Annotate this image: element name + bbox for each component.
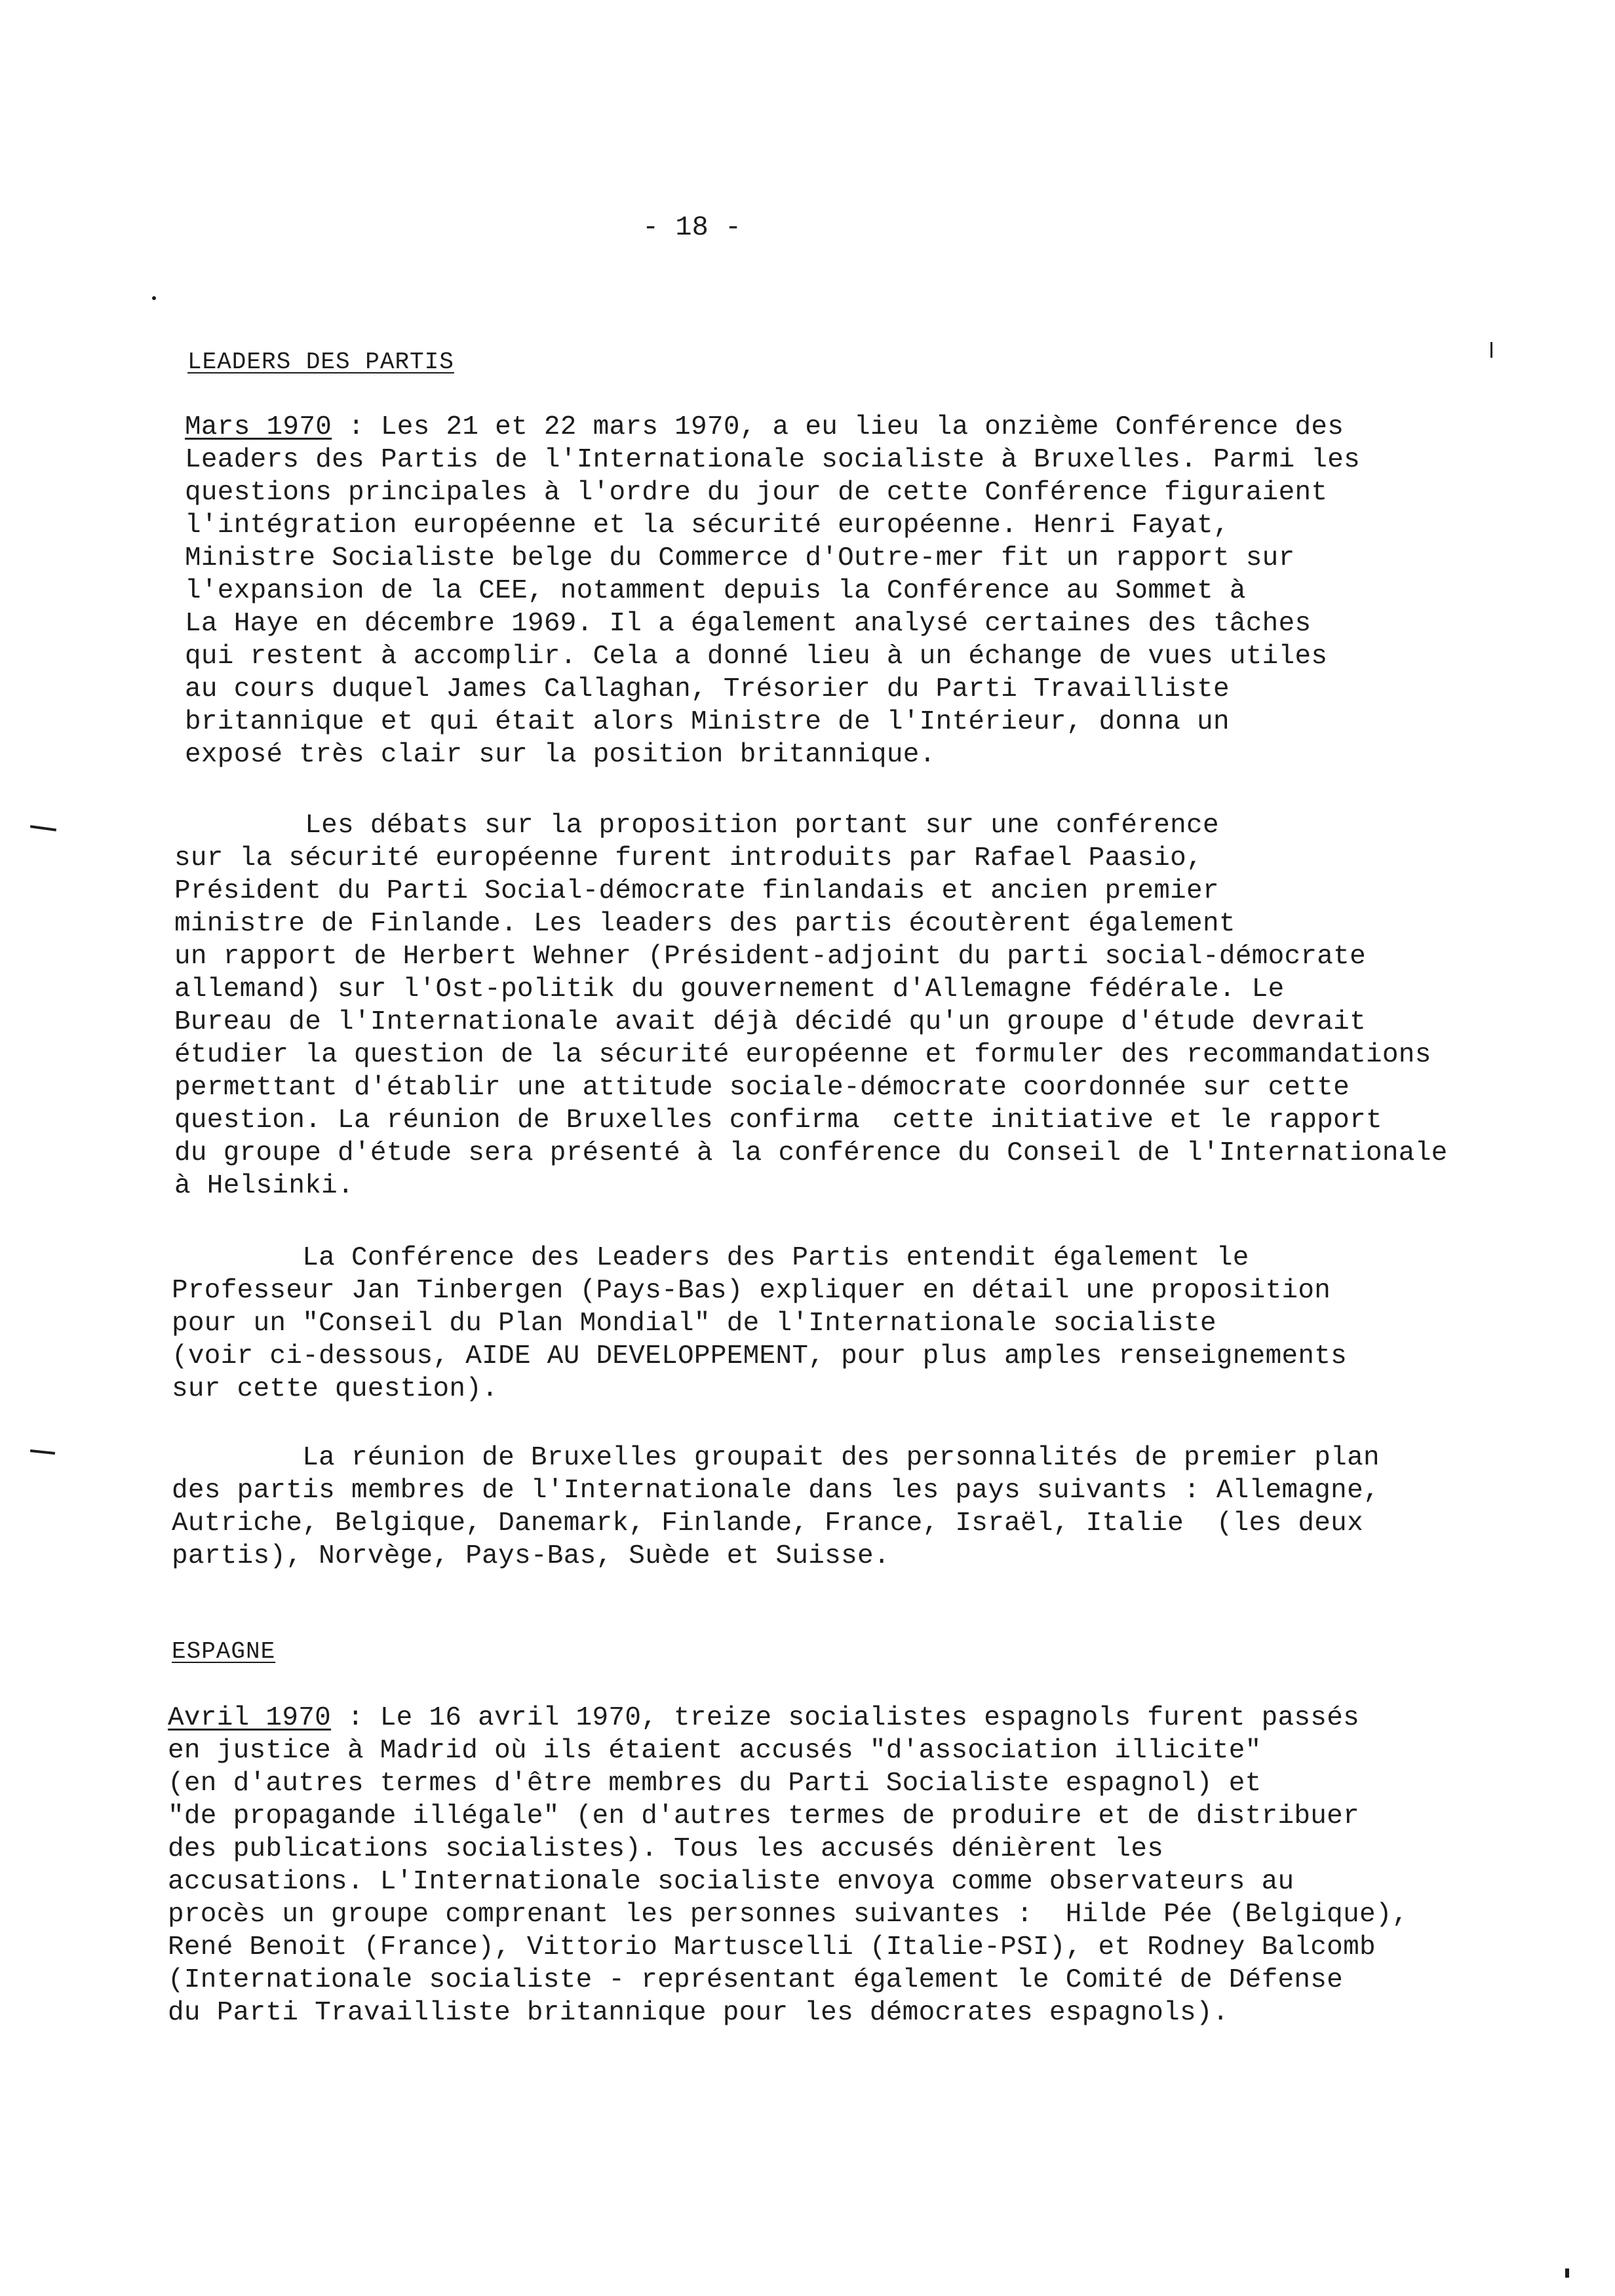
- text-line: des publications socialistes). Tous les accusés dénièrent les: [168, 1834, 1164, 1864]
- date-mars-1970: Mars 1970: [185, 412, 332, 442]
- text-line: questions principales à l'ordre du jour de cette Conférence figuraient: [185, 478, 1328, 508]
- text-line: britannique et qui était alors Ministre de l'Intérieur, donna un: [185, 707, 1230, 737]
- text-line: "de propagande illégale" (en d'autres termes de produire et de distribuer: [168, 1801, 1359, 1831]
- paragraph-leaders-4: La réunion de Bruxelles groupait des personnalités de premier plan des partis membres de l'Internationale dans les pays suivants : Allemagne, Autriche, Belgique, Danemark, Finlande, France, Israël, Italie (les deux partis), Norvège, Pays-Bas, Suède et Suisse.: [172, 1443, 1380, 1571]
- margin-mark: [30, 825, 56, 832]
- text-line: (en d'autres termes d'être membres du Parti Socialiste espagnol) et: [168, 1769, 1262, 1799]
- text-line: (Internationale socialiste - représentant également le Comité de Défense: [168, 1965, 1344, 1995]
- margin-mark: [30, 1449, 55, 1455]
- text-line: : Le 16 avril 1970, treize socialistes espagnols furent passés: [331, 1703, 1359, 1733]
- text-line: accusations. L'Internationale socialiste envoya comme observateurs au: [168, 1867, 1294, 1897]
- text-line: l'expansion de la CEE, notamment depuis la Conférence au Sommet à: [185, 576, 1246, 606]
- section-heading-espagne: ESPAGNE: [172, 1638, 276, 1665]
- text-line: qui restent à accomplir. Cela a donné lieu à un échange de vues utiles: [185, 641, 1328, 672]
- margin-mark: [1490, 342, 1492, 358]
- paragraph-leaders-2: Les débats sur la proposition portant sur une conférence sur la sécurité européenne furent introduits par Rafael Paasio, Président du Parti Social-démocrate finlandais et ancien premier ministre de Finlande. Les leaders des partis écoutèrent également un rapport de Herbert Wehner (Président-adjoint du parti social-démocrate allemand) sur l'Ost-politik du gouvernement d'Allemagne fédérale. Le Bureau de l'Internationale avait déjà décidé qu'un groupe d'étude devrait étudier la question de la sécurité européenne et formuler des recommandations permettant d'établir une attitude sociale-démocrate coordonnée sur cette question. La réunion de Bruxelles confirma cette initiative et le rapport du groupe d'étude sera présenté à la conférence du Conseil de l'Internationale à Helsinki.: [174, 811, 1448, 1201]
- text-line: procès un groupe comprenant les personnes suivantes : Hilde Pée (Belgique),: [168, 1900, 1409, 1930]
- text-line: René Benoit (France), Vittorio Martuscelli (Italie-PSI), et Rodney Balcomb: [168, 1932, 1376, 1962]
- text-line: exposé très clair sur la position britannique.: [185, 740, 936, 770]
- text-line: : Les 21 et 22 mars 1970, a eu lieu la onzième Conférence des: [332, 412, 1344, 442]
- text-line: en justice à Madrid où ils étaient accusés "d'association illicite": [168, 1736, 1262, 1766]
- date-avril-1970: Avril 1970: [168, 1703, 332, 1733]
- text-line: du Parti Travailliste britannique pour les démocrates espagnols).: [168, 1998, 1229, 2028]
- page-number: - 18 -: [642, 212, 742, 243]
- text-line: Ministre Socialiste belge du Commerce d'Outre-mer fit un rapport sur: [185, 543, 1295, 573]
- paragraph-leaders-3: La Conférence des Leaders des Partis entendit également le Professeur Jan Tinbergen (Pays-Bas) expliquer en détail une proposition pour un "Conseil du Plan Mondial" de l'Internationale socialiste (voir ci-dessous, AIDE AU DEVELOPPEMENT, pour plus amples renseignements sur cette question).: [172, 1243, 1348, 1404]
- text-line: Leaders des Partis de l'Internationale socialiste à Bruxelles. Parmi les: [185, 445, 1361, 475]
- margin-mark: [152, 296, 156, 300]
- text-line: l'intégration européenne et la sécurité européenne. Henri Fayat,: [185, 510, 1230, 541]
- text-line: au cours duquel James Callaghan, Trésorier du Parti Travailliste: [185, 674, 1230, 704]
- paragraph-leaders-1: [185, 411, 1360, 771]
- section-heading-leaders: LEADERS DES PARTIS: [187, 349, 454, 375]
- margin-mark: [1565, 2268, 1569, 2278]
- paragraph-espagne-1: [168, 1702, 1409, 2029]
- text-line: La Haye en décembre 1969. Il a également analysé certaines des tâches: [185, 609, 1312, 639]
